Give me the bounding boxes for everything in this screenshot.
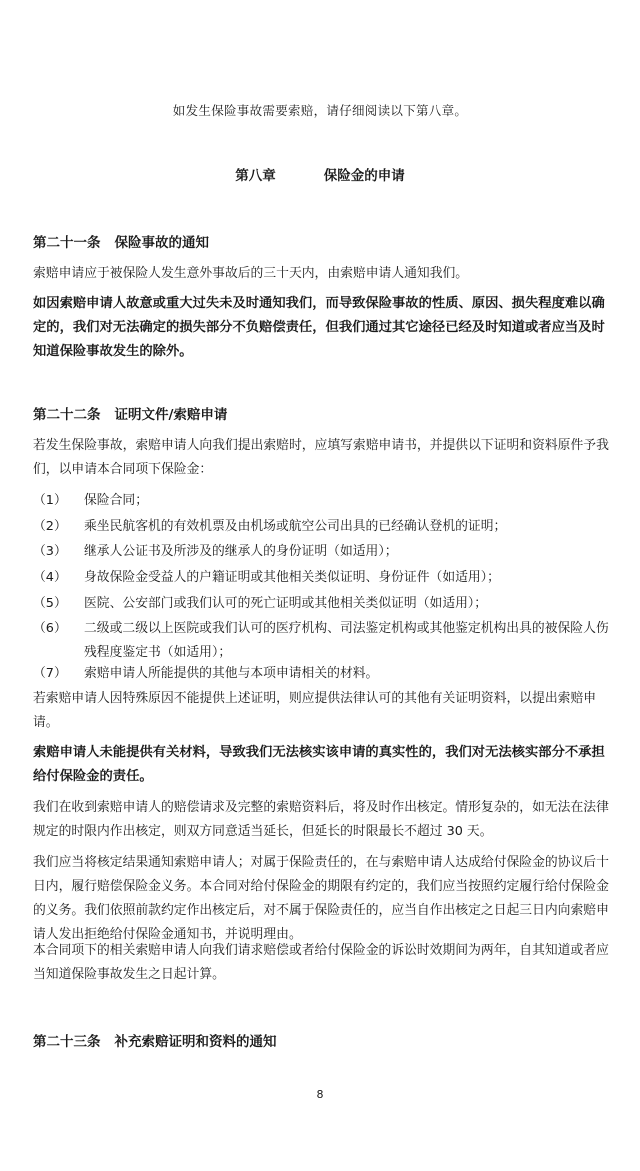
list-item-index: （5） [33, 596, 67, 611]
article-number: 第二十一条 [33, 235, 101, 251]
article-22-paragraph-3: 索赔申请人未能提供有关材料，导致我们无法核实该申请的真实性的，我们对无法核实部分不承担给付保险金的责任。 [33, 745, 605, 784]
article-22-paragraph-1: 若发生保险事故，索赔申请人向我们提出索赔时，应填写索赔申请书，并提供以下证明和资料原件予我们，以申请本合同项下保险金： [33, 438, 609, 477]
list-item-index: （1） [33, 493, 67, 508]
intro-note: 如发生保险事故需要索赔，请仔细阅读以下第八章。 [172, 103, 468, 118]
article-21-paragraph-1: 索赔申请应于被保险人发生意外事故后的三十天内，由索赔申请人通知我们。 [33, 266, 469, 281]
article-22-heading [33, 403, 227, 423]
list-item-index: （4） [33, 570, 67, 585]
list-item-text: 继承人公证书及所涉及的继承人的身份证明（如适用）； [84, 544, 398, 559]
article-21-paragraph-2: 如因索赔申请人故意或重大过失未及时通知我们，而导致保险事故的性质、原因、损失程度难以确定的，我们对无法确定的损失部分不负赔偿责任，但我们通过其它途径已经及时知道或者应当及时知道保险事故发生的除外。 [33, 296, 605, 359]
list-item-text: 乘坐民航客机的有效机票及由机场或航空公司出具的已经确认登机的证明； [84, 519, 507, 534]
list-item-text: 医院、公安部门或我们认可的死亡证明或其他相关类似证明（如适用）； [84, 596, 488, 611]
list-item-index: （6） [33, 621, 67, 636]
list-item-text: 索赔申请人所能提供的其他与本项申请相关的材料。 [84, 666, 379, 681]
article-title: 保险事故的通知 [114, 235, 209, 251]
article-number: 第二十三条 [33, 1034, 101, 1050]
article-22-paragraph-6: 本合同项下的相关索赔申请人向我们请求赔偿或者给付保险金的诉讼时效期间为两年，自其知道或者应当知道保险事故发生之日起计算。 [33, 943, 609, 982]
list-item-text: 保险合同； [84, 493, 148, 508]
article-22-paragraph-2: 若索赔申请人因特殊原因不能提供上述证明，则应提供法律认可的其他有关证明资料，以提出索赔申请。 [33, 691, 597, 730]
list-item-index: （2） [33, 519, 67, 534]
article-21-heading [33, 231, 209, 251]
list-item-index: （3） [33, 544, 67, 559]
chapter-number: 第八章 [235, 168, 276, 184]
article-22-paragraph-5: 我们应当将核定结果通知索赔申请人；对属于保险责任的，在与索赔申请人达成给付保险金的协议后十日内，履行赔偿保险金义务。本合同对给付保险金的期限有约定的，我们应当按照约定履行给付保险金的义务。我们依照前款约定作出核定后，对不属于保险责任的，应当自作出核定之日起三日内向索赔申请人发出拒绝给付保险金通知书，并说明理由。 [33, 855, 609, 942]
list-item-text: 身故保险金受益人的户籍证明或其他相关类似证明、身份证件（如适用）； [84, 570, 500, 585]
chapter-title: 保险金的申请 [323, 168, 405, 184]
list-item-text: 二级或二级以上医院或我们认可的医疗机构、司法鉴定机构或其他鉴定机构出具的被保险人伤残程度鉴定书（如适用）； [84, 621, 609, 660]
chapter-heading [0, 164, 640, 184]
article-title: 补充索赔证明和资料的通知 [114, 1034, 277, 1050]
article-title: 证明文件/索赔申请 [114, 407, 228, 423]
article-23-heading [33, 1030, 277, 1050]
article-22-paragraph-4: 我们在收到索赔申请人的赔偿请求及完整的索赔资料后，将及时作出核定。情形复杂的，如无法在法律规定的时限内作出核定，则双方同意适当延长，但延长的时限最长不超过 30 天。 [33, 800, 609, 839]
article-number: 第二十二条 [33, 407, 101, 423]
list-item-index: （7） [33, 666, 67, 681]
page-number: 8 [316, 1088, 324, 1101]
